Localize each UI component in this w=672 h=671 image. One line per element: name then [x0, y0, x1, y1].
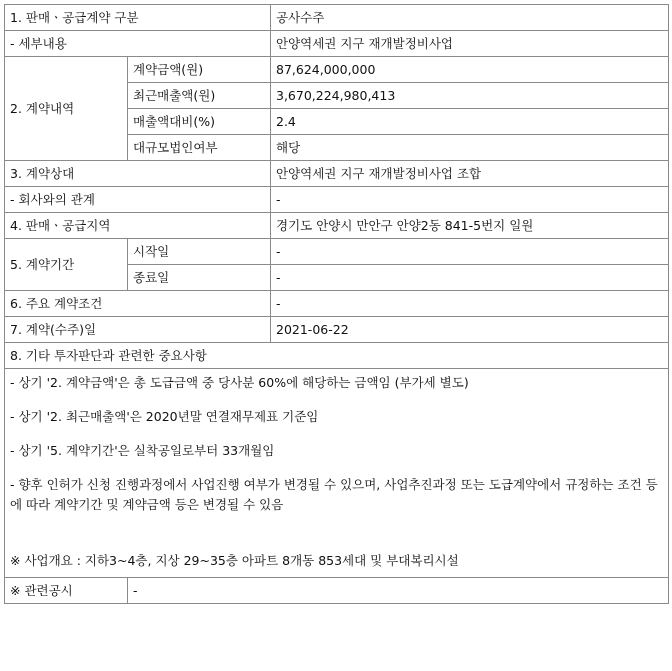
contract-date-label: 7. 계약(수주)일 [5, 317, 271, 343]
sales-ratio-label: 매출액대비(%) [128, 109, 271, 135]
related-disclosure-value: - [128, 578, 669, 604]
other-matters-label: 8. 기타 투자판단과 관련한 중요사항 [5, 343, 669, 369]
counterparty-label: 3. 계약상대 [5, 161, 271, 187]
row-counterparty [5, 161, 669, 187]
row-other-matters [5, 343, 669, 369]
note-contract-amount: - 상기 '2. 계약금액'은 총 도급금액 중 당사분 60%에 해당하는 금액임 (부가세 별도) [10, 375, 469, 390]
large-corp-value: 해당 [271, 135, 669, 161]
sales-ratio-value: 2.4 [271, 109, 669, 135]
contract-date-value: 2021-06-22 [271, 317, 669, 343]
contract-period-label: 5. 계약기간 [5, 239, 128, 291]
row-contract-amount [5, 57, 669, 83]
row-supply-region [5, 213, 669, 239]
row-details [5, 31, 669, 57]
end-date-label: 종료일 [128, 265, 271, 291]
details-value: 안양역세권 지구 재개발정비사업 [271, 31, 669, 57]
relationship-label: - 회사와의 관계 [5, 187, 271, 213]
contract-amount-value: 87,624,000,000 [271, 57, 669, 83]
contract-type-value: 공사수주 [271, 5, 669, 31]
disclosure-table [4, 4, 669, 604]
main-conditions-value: - [271, 291, 669, 317]
recent-sales-label: 최근매출액(원) [128, 83, 271, 109]
supply-region-value: 경기도 안양시 만안구 안양2동 841-5번지 일원 [271, 213, 669, 239]
note-project-overview: ※ 사업개요 : 지하3~4층, 지상 29~35층 아파트 8개동 853세대 및 부대복리시설 [10, 553, 459, 568]
large-corp-label: 대규모법인여부 [128, 135, 271, 161]
row-contract-type [5, 5, 669, 31]
start-date-value: - [271, 239, 669, 265]
start-date-label: 시작일 [128, 239, 271, 265]
row-notes [5, 369, 669, 578]
contract-amount-label: 계약금액(원) [128, 57, 271, 83]
row-relationship [5, 187, 669, 213]
relationship-value: - [271, 187, 669, 213]
row-main-conditions [5, 291, 669, 317]
note-contract-period: - 상기 '5. 계약기간'은 실착공일로부터 33개월임 [10, 443, 275, 458]
contract-type-label: 1. 판매ㆍ공급계약 구분 [5, 5, 271, 31]
note-recent-sales: - 상기 '2. 최근매출액'은 2020년말 연결재무제표 기준임 [10, 409, 319, 424]
main-conditions-label: 6. 주요 계약조건 [5, 291, 271, 317]
details-label: - 세부내용 [5, 31, 271, 57]
note-possible-changes: - 향후 인허가 신청 진행과정에서 사업진행 여부가 변경될 수 있으며, 사업추진과정 또는 도급계약에서 규정하는 조건 등에 따라 계약기간 및 계약금액 등은 변경될 수 있음 [10, 477, 658, 512]
counterparty-value: 안양역세권 지구 재개발정비사업 조합 [271, 161, 669, 187]
contract-details-label: 2. 계약내역 [5, 57, 128, 161]
notes-cell [5, 369, 669, 578]
related-disclosure-label: ※ 관련공시 [5, 578, 128, 604]
supply-region-label: 4. 판매ㆍ공급지역 [5, 213, 271, 239]
row-related-disclosure [5, 578, 669, 604]
row-contract-date [5, 317, 669, 343]
row-start-date [5, 239, 669, 265]
end-date-value: - [271, 265, 669, 291]
recent-sales-value: 3,670,224,980,413 [271, 83, 669, 109]
